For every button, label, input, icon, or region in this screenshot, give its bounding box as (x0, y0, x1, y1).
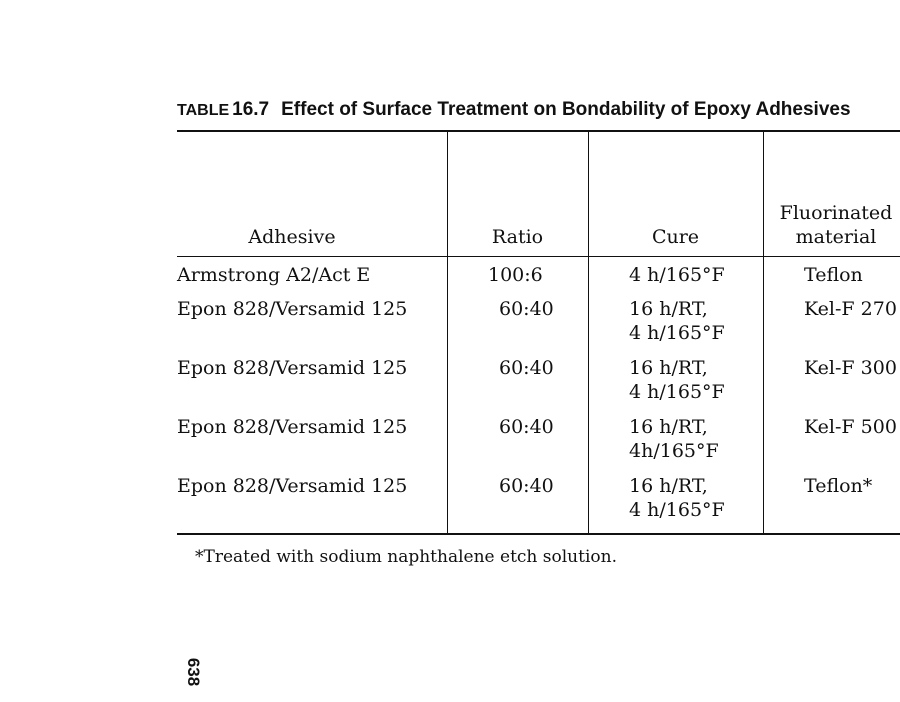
header-material-line2: material (795, 226, 877, 248)
cell-cure-line2: 4 h/165°F (629, 499, 725, 521)
caption-label: TABLE (177, 102, 230, 119)
cell-adhesive: Epon 828/Versamid 125 (177, 357, 408, 379)
cell-adhesive: Armstrong A2/Act E (177, 264, 371, 286)
table-caption (177, 98, 851, 123)
cell-cure-line1: 16 h/RT, (629, 475, 708, 497)
page-number: 638 (184, 657, 203, 687)
cell-material: Teflon* (804, 475, 873, 497)
table-header-rule (177, 256, 900, 257)
cell-adhesive: Epon 828/Versamid 125 (177, 475, 408, 497)
header-cure: Cure (651, 226, 700, 248)
column-divider (447, 132, 448, 533)
caption-number: 16.7 (232, 99, 270, 120)
column-divider (588, 132, 589, 533)
cell-ratio: 60:40 (499, 416, 554, 438)
cell-ratio: 60:40 (499, 298, 554, 320)
cell-ratio: 60:40 (499, 475, 554, 497)
header-material-line1: Fluorinated (779, 202, 893, 224)
cell-material: Teflon (804, 264, 863, 286)
cell-ratio: 100:6 (488, 264, 543, 286)
cell-cure-line1: 16 h/RT, (629, 416, 708, 438)
table-footnote: *Treated with sodium naphthalene etch solution. (195, 547, 617, 567)
cell-material: Kel-F 500 (804, 416, 897, 438)
cell-ratio: 60:40 (499, 357, 554, 379)
cell-adhesive: Epon 828/Versamid 125 (177, 298, 408, 320)
column-divider (763, 132, 764, 533)
cell-material: Kel-F 300 (804, 357, 897, 379)
cell-adhesive: Epon 828/Versamid 125 (177, 416, 408, 438)
cell-cure-line2: 4 h/165°F (629, 381, 725, 403)
cell-cure-line1: 16 h/RT, (629, 298, 708, 320)
cell-material: Kel-F 270 (804, 298, 897, 320)
table-top-rule (177, 130, 900, 132)
cell-cure-line1: 4 h/165°F (629, 264, 725, 286)
header-ratio: Ratio (491, 226, 544, 248)
table-bottom-rule (177, 533, 900, 535)
cell-cure-line2: 4h/165°F (629, 440, 719, 462)
caption-title: Effect of Surface Treatment on Bondability of Epoxy Adhesives (281, 99, 851, 120)
cell-cure-line2: 4 h/165°F (629, 322, 725, 344)
cell-cure-line1: 16 h/RT, (629, 357, 708, 379)
header-adhesive: Adhesive (248, 226, 336, 248)
